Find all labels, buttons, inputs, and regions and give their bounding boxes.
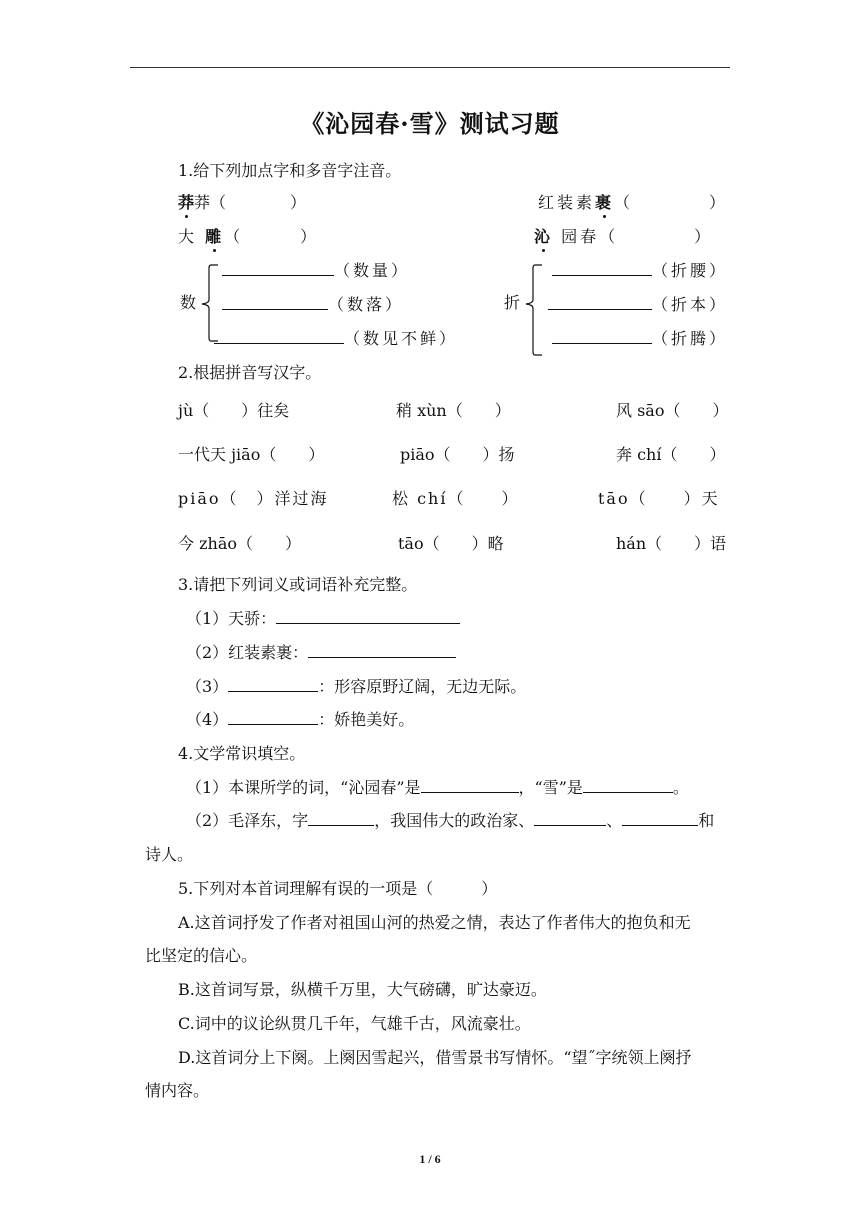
zhe-item-label: （折腰） (652, 261, 729, 280)
q3-item-label: （2）红装素裹： (186, 643, 309, 662)
answer-blank[interactable] (534, 811, 606, 826)
shu-char: 数 (180, 293, 197, 312)
q3-item-label: （4） (186, 710, 229, 729)
answer-blank[interactable] (552, 329, 652, 344)
q1-row2-right-rest: 园春（ ） (561, 227, 714, 246)
shu-item-label: （数量） (334, 261, 411, 280)
header-rule (130, 67, 730, 68)
pinyin-item: jù（ ）往矣 (178, 401, 290, 420)
shu-item-label: （数见不鲜） (344, 329, 459, 348)
q2-heading: 2.根据拼音写汉字。 (178, 363, 322, 382)
q1-row1-left-rest: 莽（ ） (194, 193, 307, 212)
q1-row1-right-paren: （ ） (614, 193, 729, 212)
shu-item-label: （数落） (328, 295, 405, 314)
q1-row2-left (178, 224, 319, 247)
answer-blank[interactable] (308, 811, 374, 826)
q1-row1-left (178, 190, 306, 213)
q1-row2-right (534, 224, 713, 247)
left-brace-zhe (522, 262, 546, 358)
q4-text: ，我国伟大的政治家、 (374, 811, 535, 830)
answer-blank[interactable] (421, 778, 519, 793)
pinyin-item: 今 zhāo（ ） (178, 534, 301, 553)
q5-option-b: B.这首词写景，纵横千万里，大气磅礴，旷达豪迈。 (178, 980, 547, 999)
q4-text: （2）毛泽东，字 (186, 811, 309, 830)
dotted-char: 沁 (534, 224, 553, 247)
q1-row1-right (538, 190, 728, 213)
zhe-char: 折 (504, 293, 521, 312)
dotted-char: 莽 (178, 190, 194, 213)
q3-item-3 (186, 674, 526, 697)
answer-blank[interactable] (622, 811, 698, 826)
answer-blank[interactable] (276, 609, 460, 624)
q5-option-d: D.这首词分上下阕。上阕因雪起兴，借雪景书写情怀。“望˝字统领上阕抒 (178, 1048, 692, 1067)
q1-heading: 1.给下列加点字和多音字注音。 (178, 161, 402, 180)
q3-item-text: ：形容原野辽阔，无边无际。 (318, 677, 527, 696)
zhe-item-1 (552, 258, 728, 281)
pinyin-item: 风 sāo（ ） (616, 401, 729, 420)
answer-blank[interactable] (583, 778, 673, 793)
q4-text: 和 (698, 811, 715, 830)
shu-item-1 (222, 258, 410, 281)
q5-option-d-cont: 情内容。 (145, 1081, 210, 1100)
q1-row2-left-paren: （ ） (224, 227, 320, 246)
pinyin-item: tāo（ ）天 (598, 489, 720, 508)
q3-item-4 (186, 707, 414, 730)
pinyin-item: piāo（ ）洋过海 (178, 489, 329, 508)
q5-option-a: A.这首词抒发了作者对祖国山河的热爱之情，表达了作者伟大的抱负和无 (178, 913, 691, 932)
answer-blank[interactable] (228, 710, 318, 725)
pinyin-item: tāo（ ）略 (398, 534, 504, 553)
answer-blank[interactable] (308, 643, 456, 658)
answer-blank[interactable] (552, 261, 652, 276)
answer-blank[interactable] (228, 677, 318, 692)
dotted-char: 雕 (205, 224, 224, 247)
pinyin-item: 一代天 jiāo（ ） (178, 445, 325, 464)
q3-item-label: （1）天骄： (186, 609, 277, 628)
answer-blank[interactable] (222, 295, 328, 310)
pinyin-item: hán（ ）语 (616, 534, 727, 553)
q4-text: （1）本课所学的词，“沁园春”是 (186, 778, 421, 797)
q4-text: 、 (606, 811, 623, 830)
answer-blank[interactable] (222, 261, 334, 276)
answer-blank[interactable] (214, 329, 344, 344)
q3-item-text: ：娇艳美好。 (318, 710, 415, 729)
q4-text: 。 (672, 778, 689, 797)
q5-option-c: C.词中的议论纵贯几千年，气雄千古，风流豪壮。 (178, 1014, 531, 1033)
q4-heading: 4.文学常识填空。 (178, 744, 306, 763)
pinyin-item: 松 chí（ ） (392, 489, 520, 508)
q3-item-label: （3） (186, 677, 229, 696)
shu-item-3 (214, 326, 458, 349)
q3-heading: 3.请把下列词义或词语补充完整。 (178, 575, 418, 594)
page-number: 1 / 6 (419, 1152, 441, 1166)
pinyin-item: 奔 chí（ ） (616, 445, 726, 464)
q4-text: ，“雪”是 (518, 778, 583, 797)
page-title: 《沁园春·雪》测试习题 (300, 109, 560, 138)
q3-item-1 (186, 606, 460, 629)
zhe-item-label: （折本） (652, 295, 729, 314)
q4-item-2-cont: 诗人。 (145, 845, 194, 864)
q3-item-2 (186, 640, 456, 663)
q4-item-2 (186, 808, 714, 831)
zhe-item-2 (548, 292, 728, 315)
shu-item-2 (222, 292, 404, 315)
zhe-item-label: （折腾） (652, 329, 729, 348)
zhe-item-3 (552, 326, 728, 349)
q4-item-1 (186, 775, 689, 798)
q5-option-a-cont: 比坚定的信心。 (145, 946, 258, 965)
q1-row2-left-text: 大 (178, 227, 198, 246)
answer-blank[interactable] (548, 295, 652, 310)
dotted-char: 裹 (595, 190, 614, 213)
pinyin-item: piāo（ ）扬 (400, 445, 515, 464)
pinyin-item: 稍 xùn（ ） (396, 401, 511, 420)
q1-row1-right-text: 红装素 (538, 193, 596, 212)
q5-heading: 5.下列对本首词理解有误的一项是（ ） (178, 879, 498, 898)
